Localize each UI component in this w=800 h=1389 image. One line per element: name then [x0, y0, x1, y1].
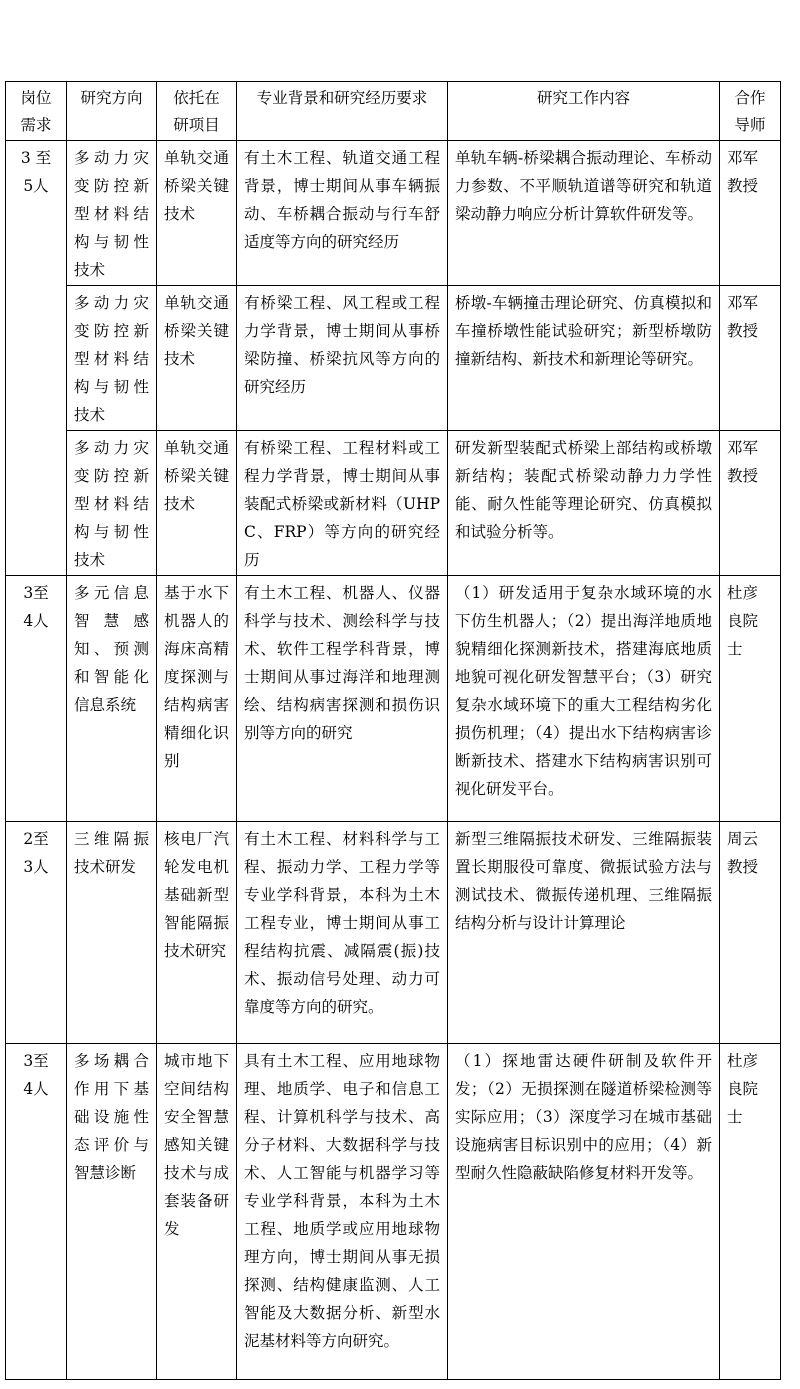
- header-need: 岗位需求: [6, 82, 67, 141]
- project-cell: 城市地下空间结构安全智慧感知关键技术与成套装备研发: [157, 1044, 237, 1380]
- advisor-cell: 邓军教授: [720, 286, 781, 431]
- header-row: [6, 82, 781, 141]
- header-direction: 研究方向: [67, 82, 157, 141]
- project-cell: 基于水下机器人的海床高精度探测与结构病害精细化识别: [157, 576, 237, 822]
- content-cell: 研发新型装配式桥梁上部结构或桥墩新结构；装配式桥梁动静力力学性能、耐久性能等理论研究、仿真模拟和试验分析等。: [448, 431, 720, 576]
- table-row: [6, 141, 781, 286]
- direction-cell: 多场耦合作用下基础设施性态评价与智慧诊断: [67, 1044, 157, 1380]
- need-cell: [6, 141, 67, 576]
- table-row: [6, 576, 781, 822]
- advisor-cell: 邓军教授: [720, 431, 781, 576]
- direction-cell: 多动力灾变防控新型材料结构与韧性技术: [67, 431, 157, 576]
- direction-cell: 多元信息智慧感知、预测和智能化信息系统: [67, 576, 157, 822]
- advisor-cell: 邓军教授: [720, 141, 781, 286]
- project-cell: 核电厂汽轮发电机基础新型智能隔振技术研究: [157, 822, 237, 1044]
- background-cell: 有土木工程、材料科学与工程、振动力学、工程力学等专业学科背景，本科为土木工程专业，博士期间从事工程结构抗震、减隔震(振)技术、振动信号处理、动力可靠度等方向的研究。: [237, 822, 448, 1044]
- advisor-cell: 杜彦良院士: [720, 1044, 781, 1380]
- need-cell: [6, 1044, 67, 1380]
- content-cell: 新型三维隔振技术研发、三维隔振装置长期服役可靠度、微振试验方法与测试技术、微振传递机理、三维隔振结构分析与设计计算理论: [448, 822, 720, 1044]
- table-row: [6, 286, 781, 431]
- background-cell: 有桥梁工程、工程材料或工程力学背景，博士期间从事装配式桥梁或新材料（UHPC、FRP）等方向的研究经历: [237, 431, 448, 576]
- need-text: 3至 4人: [23, 1052, 49, 1098]
- content-cell: 单轨车辆-桥梁耦合振动理论、车桥动力参数、不平顺轨道谱等研究和轨道梁动静力响应分析计算软件研发等。: [448, 141, 720, 286]
- need-text: 2至 3人: [23, 830, 49, 876]
- background-cell: 有土木工程、轨道交通工程背景，博士期间从事车辆振动、车桥耦合振动与行车舒适度等方向的研究经历: [237, 141, 448, 286]
- table-row: [6, 822, 781, 1044]
- advisor-cell: 周云教授: [720, 822, 781, 1044]
- direction-cell: 三维隔振技术研发: [67, 822, 157, 1044]
- content-cell: 桥墩-车辆撞击理论研究、仿真模拟和车撞桥墩性能试验研究；新型桥墩防撞新结构、新技术和新理论等研究。: [448, 286, 720, 431]
- table-row: [6, 431, 781, 576]
- need-text: 3 至 5人: [20, 149, 52, 195]
- advisor-cell: 杜彦良院士: [720, 576, 781, 822]
- background-cell: 具有土木工程、应用地球物理、地质学、电子和信息工程、计算机科学与技术、高分子材料、大数据科学与技术、人工智能与机器学习等专业学科背景，本科为土木工程、地质学或应用地球物理方向，博士期间从事无损探测、结构健康监测、人工智能及大数据分析、新型水泥基材料等方向研究。: [237, 1044, 448, 1380]
- need-text: 3至 4人: [23, 584, 49, 630]
- header-project: 依托在研项目: [157, 82, 237, 141]
- header-content: 研究工作内容: [448, 82, 720, 141]
- content-cell: （1）探地雷达硬件研制及软件开发；（2）无损探测在隧道桥梁检测等实际应用；（3）深度学习在城市基础设施病害目标识别中的应用；（4）新型耐久性隐蔽缺陷修复材料开发等。: [448, 1044, 720, 1380]
- header-advisor: 合作导师: [720, 82, 781, 141]
- direction-cell: 多动力灾变防控新型材料结构与韧性技术: [67, 286, 157, 431]
- need-cell: [6, 576, 67, 822]
- project-cell: 单轨交通桥梁关键技术: [157, 286, 237, 431]
- content-cell: （1）研发适用于复杂水域环境的水下仿生机器人；（2）提出海洋地质地貌精细化探测新技术，搭建海底地质地貌可视化研发智慧平台；（3）研究复杂水域环境下的重大工程结构劣化损伤机理；（4）提出水下结构病害诊断新技术、搭建水下结构病害识别可视化研发平台。: [448, 576, 720, 822]
- need-cell: [6, 822, 67, 1044]
- project-cell: 单轨交通桥梁关键技术: [157, 431, 237, 576]
- header-background: 专业背景和研究经历要求: [237, 82, 448, 141]
- table-row: [6, 1044, 781, 1380]
- background-cell: 有土木工程、机器人、仪器科学与技术、测绘科学与技术、软件工程学科背景，博士期间从事过海洋和地理测绘、结构病害探测和损伤识别等方向的研究: [237, 576, 448, 822]
- direction-cell: 多动力灾变防控新型材料结构与韧性技术: [67, 141, 157, 286]
- project-cell: 单轨交通桥梁关键技术: [157, 141, 237, 286]
- background-cell: 有桥梁工程、风工程或工程力学背景，博士期间从事桥梁防撞、桥梁抗风等方向的研究经历: [237, 286, 448, 431]
- postdoc-positions-table: [5, 81, 781, 1380]
